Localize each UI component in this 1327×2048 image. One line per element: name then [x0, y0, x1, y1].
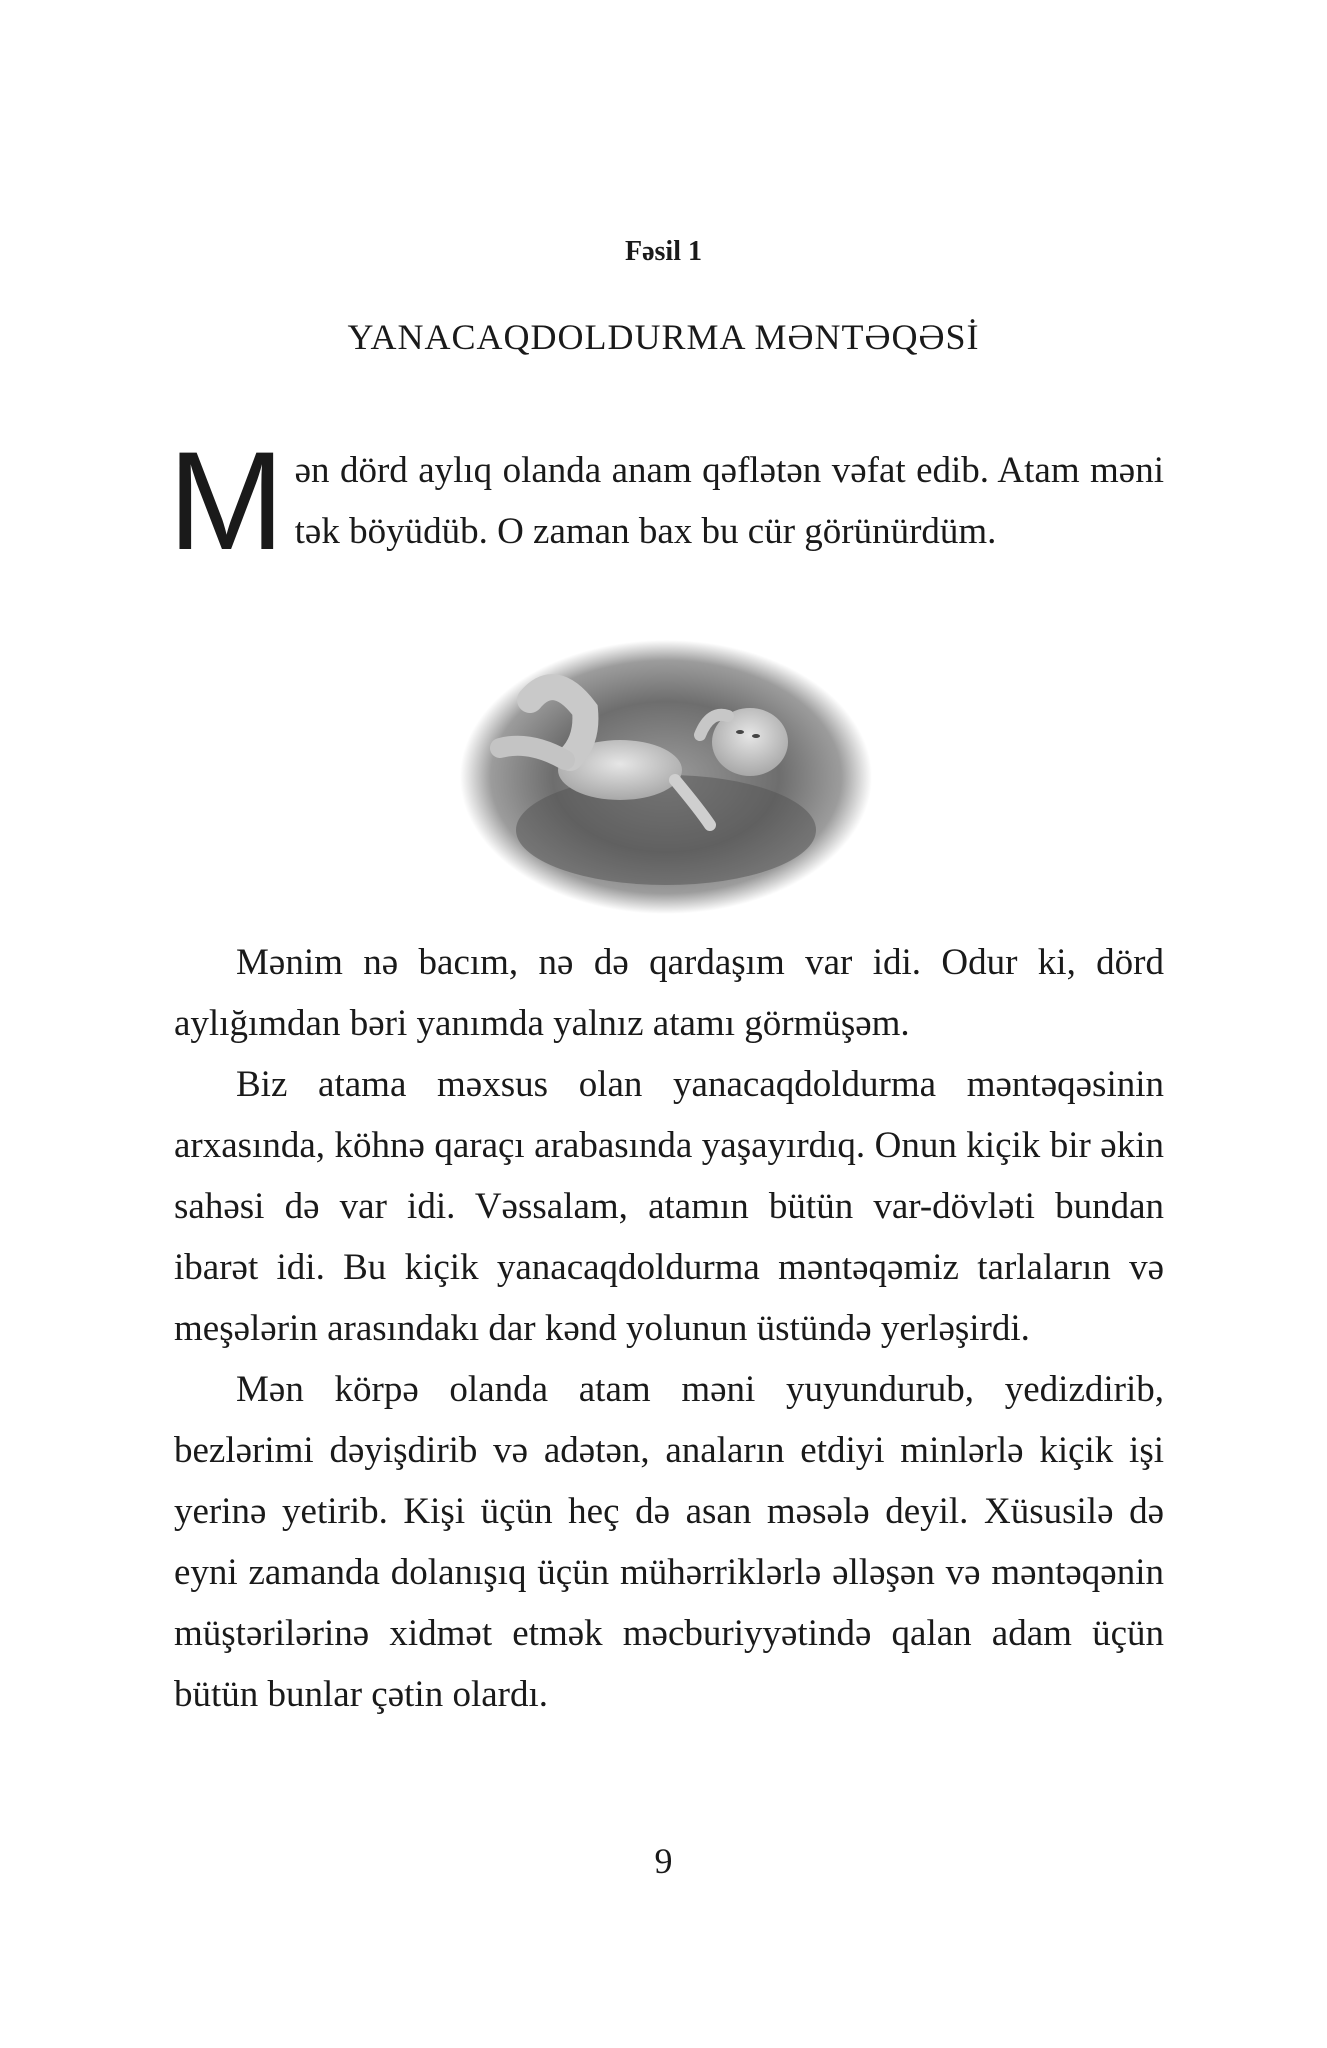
paragraph-2: Biz atama məxsus olan yanacaqdoldurma məntəqəsinin arxasında, köhnə qaraçı arabasında yaşayırdıq. Onun kiçik bir əkin sahəsi də var idi. Vəssalam, atamın bütün var-dövləti bundan ibarət idi. Bu kiçik yanacaqdoldurma məntəqəmiz tarlaların və meşələrin arasındakı dar kənd yolunun üstündə yerləşirdi. — [174, 1064, 1164, 1349]
chapter-title: YANACAQDOLDURMA MƏNTƏQƏSİ — [347, 317, 980, 357]
intro-paragraph — [168, 422, 1164, 579]
page-number: 9 — [654, 1841, 673, 1881]
paragraph-3: Mən körpə olanda atam məni yuyundurub, yedizdirib, bezlərimi dəyişdirib və adətən, anaların etdiyi minlərlə kiçik işi yerinə yetirib. Kişi üçün heç də asan məsələ deyil. Xüsusilə də eyni zamanda dolanışıq üçün mühərriklərlə əlləşən və məntəqənin müştərilərinə xidmət etmək məcburiyyətində qalan adam üçün bütün bunlar çətin olardı. — [174, 1369, 1164, 1715]
baby-photo — [460, 640, 872, 914]
intro-text: ən dörd aylıq olanda anam qəflətən vəfat edib. Atam məni tək böyüdüb. O zaman bax bu cür görünürdüm. — [294, 450, 1164, 552]
paragraph-1: Mənim nə bacım, nə də qardaşım var idi. Odur ki, dörd aylığımdan bəri yanımda yalnız atamı görmüşəm. — [174, 942, 1164, 1044]
drop-cap: M — [168, 422, 285, 579]
chapter-label: Fəsil 1 — [625, 236, 702, 267]
body-text — [174, 932, 1164, 1725]
baby-photo-icon — [460, 640, 872, 914]
